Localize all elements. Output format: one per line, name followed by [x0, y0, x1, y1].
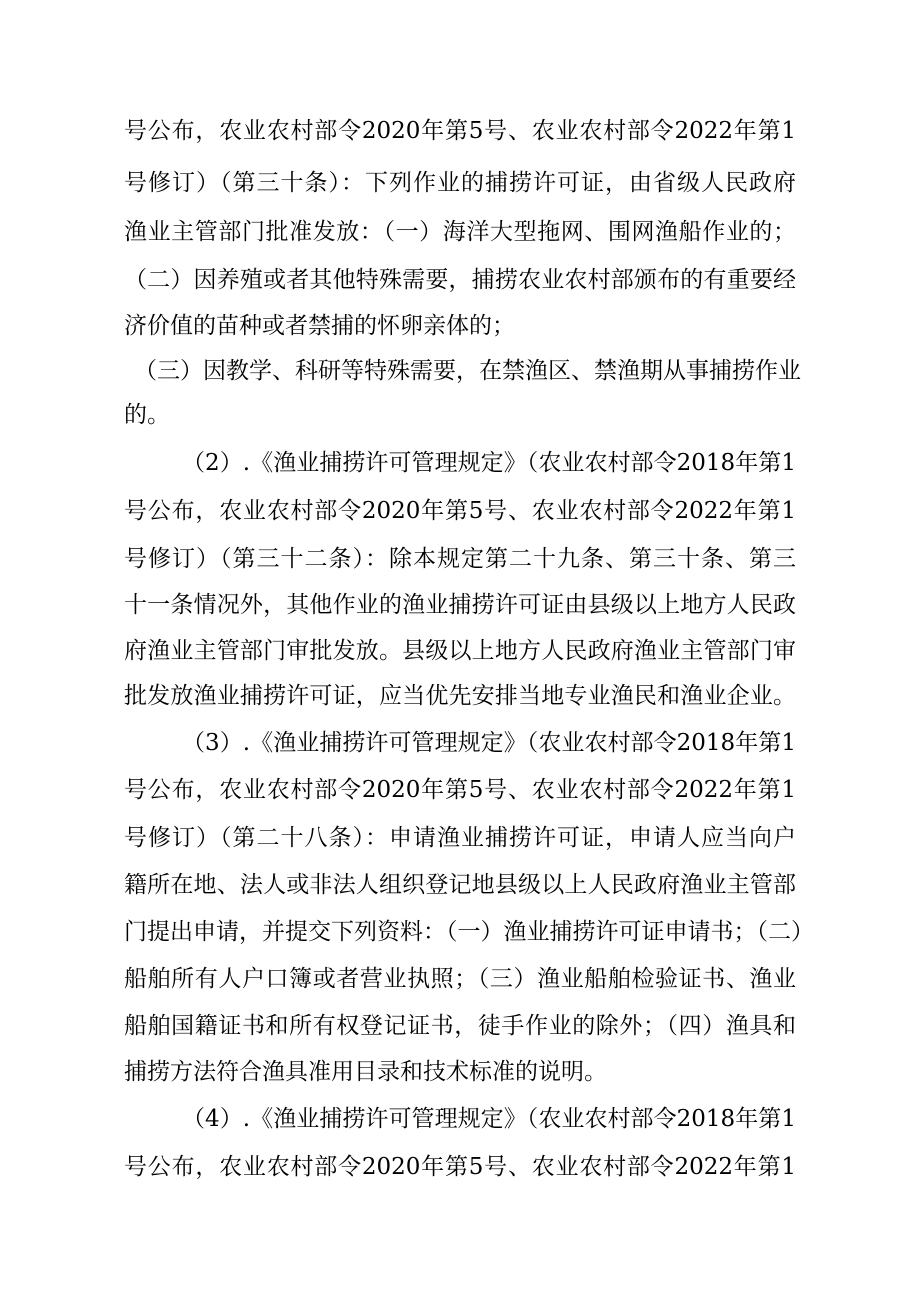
- text-line: （二）因养殖或者其他特殊需要，捕捞农业农村部颁布的有重要经: [124, 267, 796, 293]
- text-line: 号修订）（第三十二条）：除本规定第二十九条、第三十条、第三: [124, 546, 796, 572]
- text-line: 济价值的苗种或者禁捕的怀卵亲体的；: [124, 313, 515, 339]
- text-line: 捕捞方法符合渔具准用目录和技术标准的说明。: [124, 1059, 607, 1085]
- paragraph-heading: （2）.《渔业捕捞许可管理规定》（农业农村部令2018年第1: [182, 450, 796, 476]
- text-line: 的。: [124, 402, 170, 428]
- text-line: 号公布，农业农村部令2020年第5号、农业农村部令2022年第1: [124, 1154, 796, 1180]
- text-line: 批发放渔业捕捞许可证，应当优先安排当地专业渔民和渔业企业。: [124, 683, 796, 709]
- text-line: 渔业主管部门批准发放：（一）海洋大型拖网、围网渔船作业的；: [124, 219, 796, 245]
- text-line: 船舶所有人户口簿或者营业执照；（三）渔业船舶检验证书、渔业: [124, 966, 796, 992]
- paragraph-heading: （3）.《渔业捕捞许可管理规定》（农业农村部令2018年第1: [182, 730, 796, 756]
- paragraph-heading: （4）.《渔业捕捞许可管理规定》（农业农村部令2018年第1: [182, 1106, 796, 1132]
- text-line: （三）因教学、科研等特殊需要，在禁渔区、禁渔期从事捕捞作业: [134, 358, 801, 384]
- text-line: 号修订）（第二十八条）：申请渔业捕捞许可证，申请人应当向户: [124, 825, 796, 851]
- text-line: 十一条情况外，其他作业的渔业捕捞许可证由县级以上地方人民政: [124, 592, 796, 618]
- text-line: 府渔业主管部门审批发放。县级以上地方人民政府渔业主管部门审: [124, 638, 796, 664]
- text-line: 籍所在地、法人或非法人组织登记地县级以上人民政府渔业主管部: [124, 872, 796, 898]
- text-line: 船舶国籍证书和所有权登记证书，徒手作业的除外；（四）渔具和: [124, 1013, 796, 1039]
- text-line: 号公布，农业农村部令2020年第5号、农业农村部令2022年第1: [124, 118, 796, 144]
- text-line: 门提出申请，并提交下列资料：（一）渔业捕捞许可证申请书；（二）: [124, 919, 814, 945]
- text-line: 号公布，农业农村部令2020年第5号、农业农村部令2022年第1: [124, 777, 796, 803]
- text-line: 号修订）（第三十条）：下列作业的捕捞许可证，由省级人民政府: [124, 170, 796, 196]
- text-line: 号公布，农业农村部令2020年第5号、农业农村部令2022年第1: [124, 498, 796, 524]
